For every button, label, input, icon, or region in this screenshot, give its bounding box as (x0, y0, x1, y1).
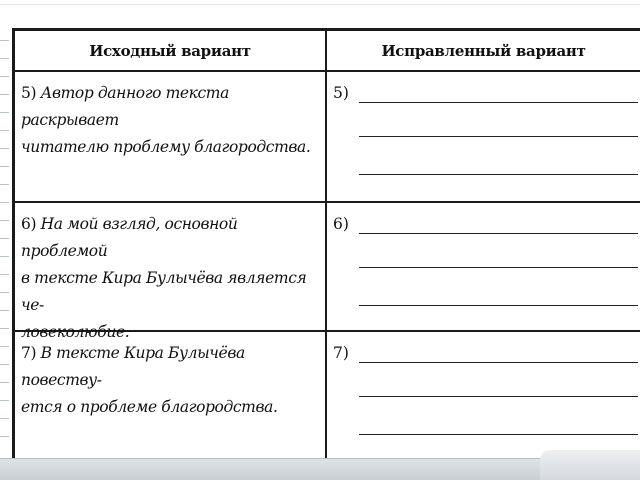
table-row (15, 332, 640, 462)
header-original-variant: Исходный вариант (89, 42, 251, 60)
sentence-text: На мой взгляд, основной проблемой (21, 215, 238, 260)
answer-line[interactable] (359, 362, 638, 363)
answer-line[interactable] (359, 233, 638, 234)
answer-line[interactable] (359, 396, 638, 397)
sentence-text: в тексте Кира Булычёва является че- (21, 269, 307, 314)
sentence-text: ется о проблеме благородства. (21, 398, 278, 416)
corrected-number: 7) (333, 344, 349, 362)
table-header-row (15, 31, 640, 72)
answer-line[interactable] (359, 136, 638, 137)
answer-line[interactable] (359, 174, 638, 175)
answer-line[interactable] (359, 267, 638, 268)
answer-line[interactable] (359, 102, 638, 103)
table-row (15, 203, 640, 341)
sentence-text: В тексте Кира Булычёва повеству- (21, 344, 245, 389)
answer-line[interactable] (359, 305, 638, 306)
sentence-text: читателю проблему благородства. (21, 138, 311, 156)
table-row (15, 72, 640, 203)
slide-top-rule (0, 4, 640, 5)
sentence-number: 5) (21, 84, 37, 102)
corrected-number: 5) (333, 84, 349, 102)
answer-line[interactable] (359, 434, 638, 435)
correction-table (12, 28, 640, 458)
corrected-sentence-cell[interactable] (333, 211, 638, 331)
corrected-sentence-cell[interactable] (333, 80, 638, 200)
header-corrected-variant: Исправленный вариант (381, 42, 586, 60)
original-sentence-cell (21, 340, 321, 421)
sentence-number: 6) (21, 215, 37, 233)
original-sentence-line (21, 80, 321, 134)
original-sentence-line (21, 340, 321, 394)
original-sentence-line (21, 211, 321, 265)
original-sentence-cell (21, 80, 321, 161)
sentence-text: Автор данного текста раскрывает (21, 84, 229, 129)
sentence-text: ловеколюбие. (21, 323, 130, 341)
sentence-number: 7) (21, 344, 37, 362)
corrected-sentence-cell[interactable] (333, 340, 638, 460)
corrected-number: 6) (333, 215, 349, 233)
original-sentence-cell (21, 211, 321, 346)
slide-bottom-tab (540, 450, 640, 480)
